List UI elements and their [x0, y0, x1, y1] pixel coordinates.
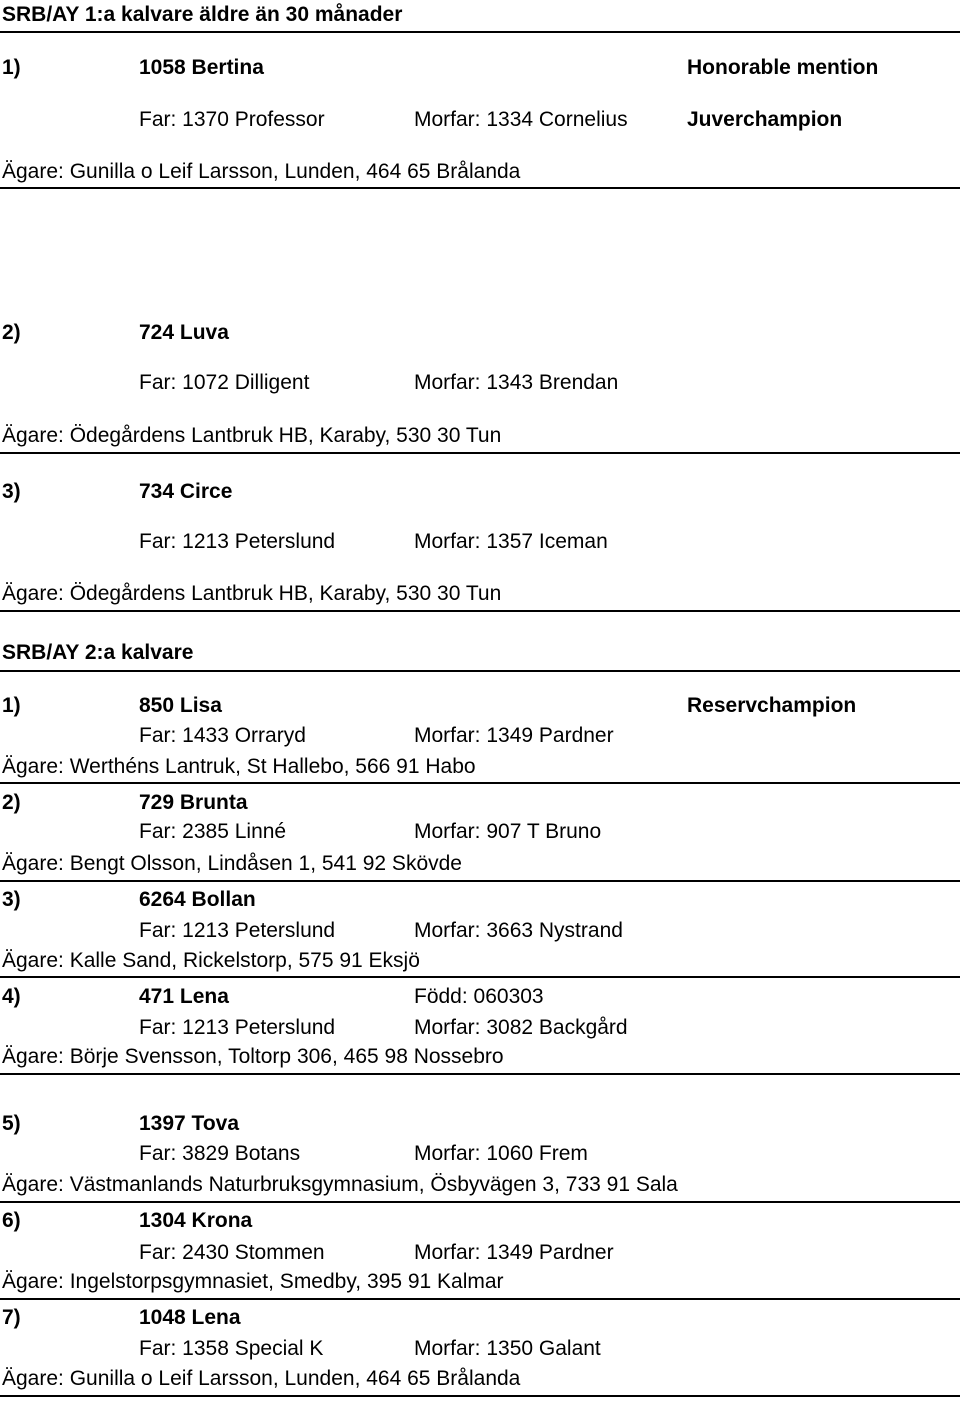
- divider: [0, 610, 960, 612]
- divider: [0, 1395, 960, 1397]
- owner-info: Ägare: Gunilla o Leif Larsson, Lunden, 464 65 Brålanda: [2, 1367, 521, 1390]
- divider: [0, 187, 960, 189]
- sire-info: Far: 2385 Linné: [139, 820, 287, 843]
- dam-sire-info: Morfar: 1350 Galant: [414, 1337, 601, 1360]
- dam-sire-info: Morfar: 3082 Backgård: [414, 1016, 628, 1039]
- award-label: Reservchampion: [687, 694, 857, 717]
- entry-rank: 2): [2, 791, 21, 814]
- animal-name: 850 Lisa: [139, 694, 222, 717]
- entry-rank: 3): [2, 888, 21, 911]
- divider: [0, 670, 960, 672]
- animal-name: 1397 Tova: [139, 1112, 240, 1135]
- section-title: SRB/AY 2:a kalvare: [2, 641, 194, 664]
- entry-rank: 2): [2, 321, 21, 344]
- animal-name: 471 Lena: [139, 985, 229, 1008]
- divider: [0, 880, 960, 882]
- animal-name: 729 Brunta: [139, 791, 248, 814]
- owner-info: Ägare: Gunilla o Leif Larsson, Lunden, 464 65 Brålanda: [2, 160, 521, 183]
- sire-info: Far: 1213 Peterslund: [139, 530, 336, 553]
- owner-info: Ägare: Börje Svensson, Toltorp 306, 465 98 Nossebro: [2, 1045, 504, 1068]
- entry-rank: 4): [2, 985, 21, 1008]
- sire-info: Far: 1433 Orraryd: [139, 724, 306, 747]
- entry-rank: 3): [2, 480, 21, 503]
- divider: [0, 1201, 960, 1203]
- award-label: Juverchampion: [687, 108, 843, 131]
- animal-name: 734 Circe: [139, 480, 233, 503]
- section-title: SRB/AY 1:a kalvare äldre än 30 månader: [2, 3, 403, 26]
- dam-sire-info: Morfar: 1060 Frem: [414, 1142, 588, 1165]
- owner-info: Ägare: Ingelstorpsgymnasiet, Smedby, 395 91 Kalmar: [2, 1270, 504, 1293]
- divider: [0, 976, 960, 978]
- entry-rank: 6): [2, 1209, 21, 1232]
- sire-info: Far: 3829 Botans: [139, 1142, 301, 1165]
- owner-info: Ägare: Västmanlands Naturbruksgymnasium, Ösbyvägen 3, 733 91 Sala: [2, 1173, 678, 1196]
- entry-rank: 1): [2, 56, 21, 79]
- owner-info: Ägare: Kalle Sand, Rickelstorp, 575 91 Eksjö: [2, 949, 420, 972]
- divider: [0, 782, 960, 784]
- dam-sire-info: Morfar: 1334 Cornelius: [414, 108, 628, 131]
- divider: [0, 1073, 960, 1075]
- animal-name: 1048 Lena: [139, 1306, 241, 1329]
- award-label: Honorable mention: [687, 56, 879, 79]
- dam-sire-info: Morfar: 907 T Bruno: [414, 820, 602, 843]
- owner-info: Ägare: Werthéns Lantruk, St Hallebo, 566 91 Habo: [2, 755, 476, 778]
- animal-name: 724 Luva: [139, 321, 229, 344]
- dam-sire-info: Morfar: 1343 Brendan: [414, 371, 619, 394]
- sire-info: Far: 1213 Peterslund: [139, 919, 336, 942]
- animal-name: 1058 Bertina: [139, 56, 264, 79]
- animal-name: 6264 Bollan: [139, 888, 256, 911]
- sire-info: Far: 1213 Peterslund: [139, 1016, 336, 1039]
- sire-info: Far: 1370 Professor: [139, 108, 325, 131]
- animal-name: 1304 Krona: [139, 1209, 253, 1232]
- divider: [0, 1298, 960, 1300]
- owner-info: Ägare: Ödegårdens Lantbruk HB, Karaby, 530 30 Tun: [2, 424, 502, 447]
- divider: [0, 31, 960, 33]
- sire-info: Far: 1358 Special K: [139, 1337, 324, 1360]
- dam-sire-info: Morfar: 1357 Iceman: [414, 530, 608, 553]
- dam-sire-info: Morfar: 1349 Pardner: [414, 724, 614, 747]
- owner-info: Ägare: Bengt Olsson, Lindåsen 1, 541 92 Skövde: [2, 852, 462, 875]
- owner-info: Ägare: Ödegårdens Lantbruk HB, Karaby, 530 30 Tun: [2, 582, 502, 605]
- dam-sire-info: Morfar: 1349 Pardner: [414, 1241, 614, 1264]
- dam-sire-info: Morfar: 3663 Nystrand: [414, 919, 623, 942]
- divider: [0, 452, 960, 454]
- entry-rank: 7): [2, 1306, 21, 1329]
- birth-date: Född: 060303: [414, 985, 544, 1008]
- sire-info: Far: 2430 Stommen: [139, 1241, 325, 1264]
- entry-rank: 1): [2, 694, 21, 717]
- sire-info: Far: 1072 Dilligent: [139, 371, 310, 394]
- entry-rank: 5): [2, 1112, 21, 1135]
